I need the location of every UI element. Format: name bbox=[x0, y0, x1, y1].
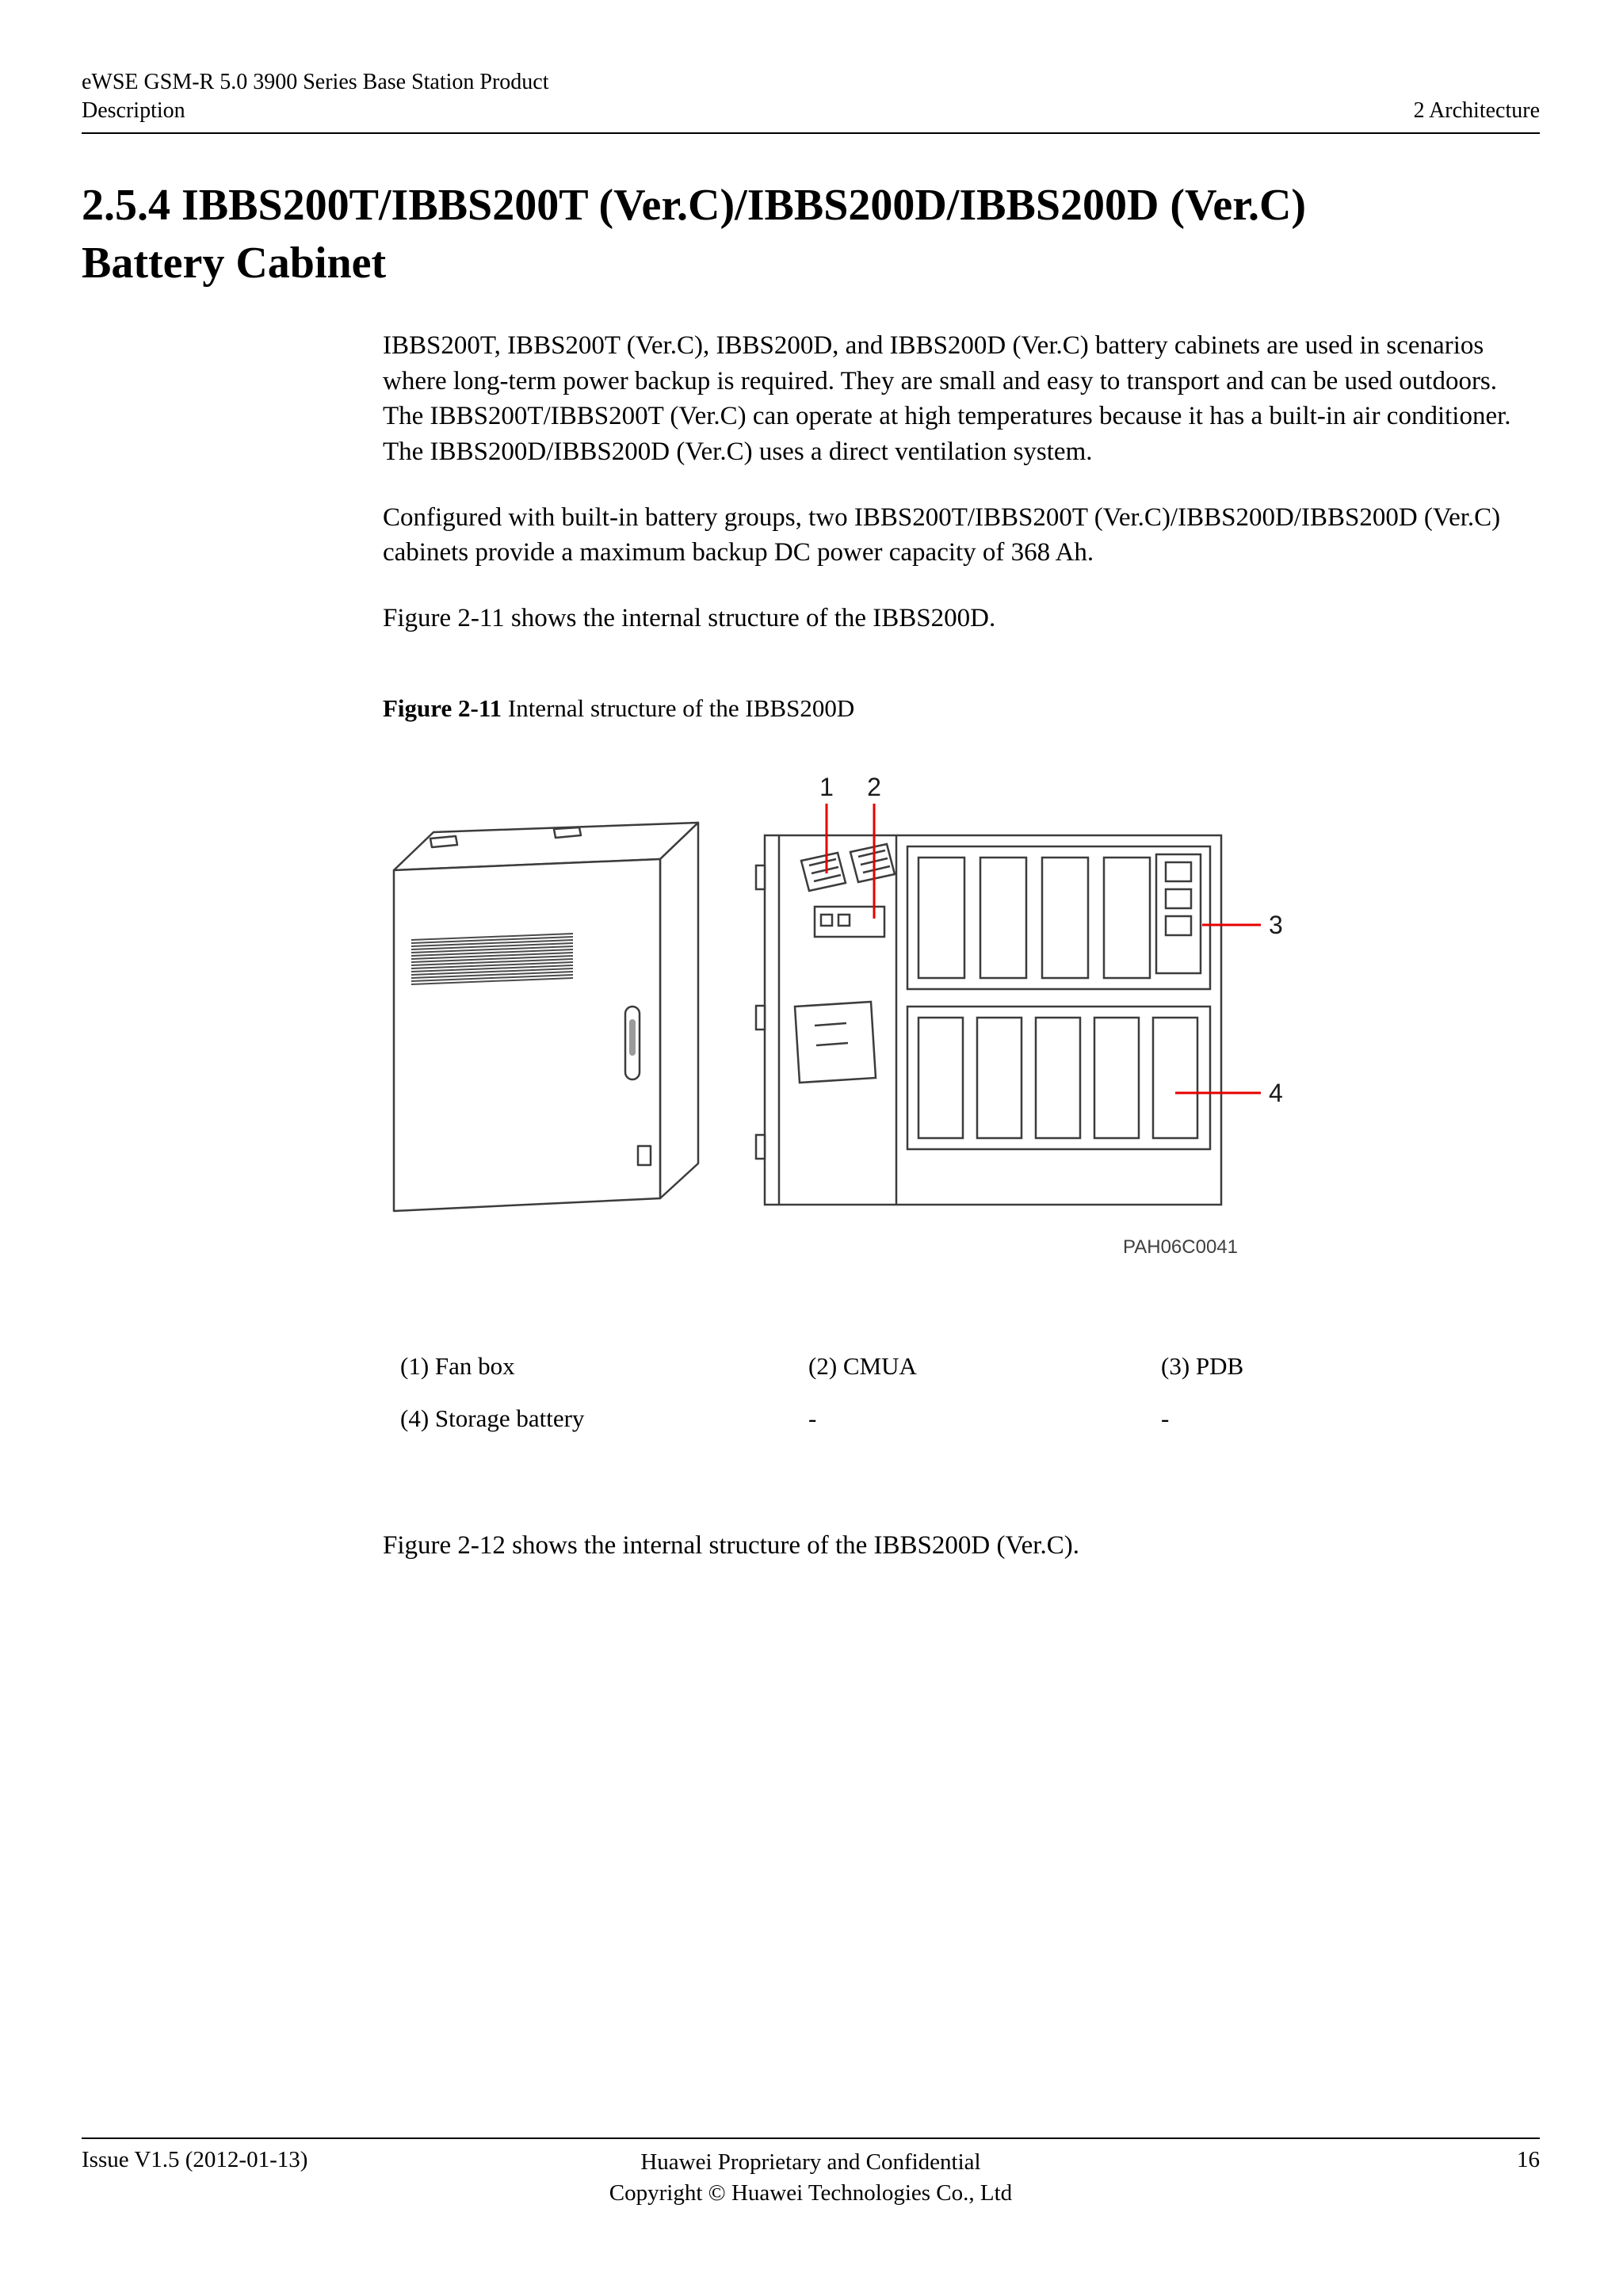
figure-caption bbox=[383, 694, 1533, 723]
section-heading-line2: Battery Cabinet bbox=[82, 238, 387, 288]
figure-legend bbox=[383, 1352, 1533, 1433]
copyright-label: Copyright © Huawei Technologies Co., Ltd bbox=[609, 2179, 1013, 2206]
legend-cell-pdb: (3) PDB bbox=[1161, 1352, 1244, 1381]
callout-4: 4 bbox=[1269, 1079, 1283, 1108]
pdb-unit-icon bbox=[1156, 854, 1201, 973]
page-number: 16 bbox=[1517, 2146, 1540, 2172]
chapter-title: 2 Architecture bbox=[1413, 98, 1540, 124]
confidential-label: Huawei Proprietary and Confidential bbox=[640, 2149, 981, 2175]
issue-label: Issue V1.5 (2012-01-13) bbox=[82, 2146, 308, 2172]
page-footer bbox=[82, 2137, 1540, 2209]
internal-view-drawing bbox=[756, 835, 1221, 1205]
running-header bbox=[82, 68, 1540, 134]
legend-cell-storage-battery: (4) Storage battery bbox=[400, 1404, 585, 1433]
callout-2: 2 bbox=[867, 773, 881, 802]
figure-caption-text: Internal structure of the IBBS200D bbox=[502, 694, 855, 723]
figure-code-label: PAH06C0041 bbox=[1123, 1236, 1238, 1259]
product-title-line1: eWSE GSM-R 5.0 3900 Series Base Station Product bbox=[82, 70, 549, 94]
body-paragraph: Figure 2-11 shows the internal structure of the IBBS200D. bbox=[383, 603, 996, 632]
battery-tray-icon bbox=[795, 1002, 876, 1083]
legend-cell-empty: - bbox=[808, 1404, 817, 1433]
legend-cell-empty: - bbox=[1161, 1404, 1170, 1433]
figure-2-11 bbox=[383, 772, 1533, 1259]
legend-cell-cmua: (2) CMUA bbox=[808, 1352, 917, 1381]
figure-caption-label: Figure 2-11 bbox=[383, 694, 502, 723]
callout-3: 3 bbox=[1269, 911, 1283, 940]
section-heading bbox=[82, 177, 1540, 292]
product-title-line2: Description bbox=[82, 98, 185, 124]
body-paragraph: IBBS200T, IBBS200T (Ver.C), IBBS200D, and IBBS200D (Ver.C) battery cabinets are used in scenarios where long-term power backup is required. They are small and easy to transport and can be used outdoors. The IBBS200T/IBBS200T (Ver.C) can operate at high temperatures because it has a built-in air conditioner. The IBBS200D/IBBS200D (Ver.C) uses a direct ventilation system. bbox=[383, 331, 1511, 467]
body-paragraph: Figure 2-12 shows the internal structure of the IBBS200D (Ver.C). bbox=[383, 1531, 1079, 1561]
body-paragraph: Configured with built-in battery groups, two IBBS200T/IBBS200T (Ver.C)/IBBS200D/IBBS200D (Ver.C) cabinets provide a maximum backup DC power capacity of 368 Ah. bbox=[383, 502, 1501, 567]
section-heading-line1: 2.5.4 IBBS200T/IBBS200T (Ver.C)/IBBS200D/IBBS200D (Ver.C) bbox=[82, 180, 1307, 230]
closed-cabinet-drawing bbox=[394, 823, 698, 1211]
legend-cell-fan-box: (1) Fan box bbox=[400, 1352, 515, 1381]
body-column bbox=[383, 328, 1533, 1563]
callout-1: 1 bbox=[819, 773, 834, 802]
fan-box-icon bbox=[801, 844, 895, 891]
battery-cabinet-diagram bbox=[383, 772, 1290, 1220]
